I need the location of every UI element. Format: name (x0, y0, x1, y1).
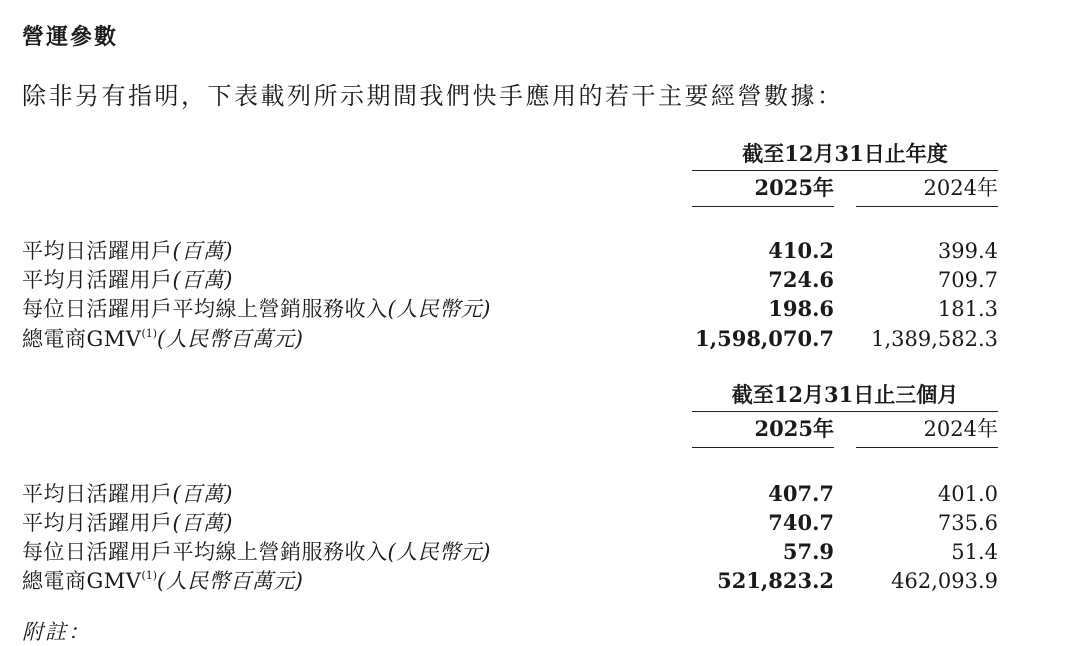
value-prior: 709.7 (937, 268, 998, 292)
value-prior: 399.4 (937, 239, 998, 263)
footnote-marker: (1) (141, 569, 158, 582)
section-heading: 營運參數 (22, 24, 119, 50)
year-header-prior: 2024年 (923, 417, 998, 441)
year-rule-current (692, 206, 834, 207)
row-label (22, 480, 233, 508)
metric-name: 平均月活躍用戶 (22, 511, 173, 535)
value-current: 724.6 (768, 267, 834, 292)
table-row (0, 295, 1080, 324)
metric-name: 每位日活躍用戶平均線上營銷服務收入 (22, 297, 388, 321)
value-current: 521,823.2 (717, 568, 834, 593)
table-row (0, 538, 1080, 567)
footnote-marker: (1) (141, 327, 158, 340)
value-prior: 462,093.9 (891, 569, 998, 593)
row-label (22, 295, 491, 323)
row-label (22, 509, 233, 537)
period-header: 截至12月31日止三個月 (731, 382, 959, 407)
year-header-prior: 2024年 (923, 176, 998, 200)
value-current: 57.9 (782, 539, 834, 564)
year-rule-prior (856, 206, 998, 207)
metric-name: 每位日活躍用戶平均線上營銷服務收入 (22, 540, 388, 564)
row-label (22, 237, 233, 265)
value-prior: 1,389,582.3 (871, 327, 998, 351)
metric-unit: (百萬) (172, 511, 233, 535)
year-rule-prior (856, 447, 998, 448)
metric-unit: (百萬) (172, 482, 233, 506)
period-header: 截至12月31日止年度 (742, 141, 948, 166)
table-row (0, 567, 1080, 596)
value-current: 410.2 (768, 238, 834, 263)
metric-unit: (百萬) (172, 239, 233, 263)
metric-name: 總電商GMV (22, 569, 142, 593)
period-header-rule (692, 411, 998, 412)
year-header-current: 2025年 (754, 416, 834, 441)
value-prior: 51.4 (951, 540, 998, 564)
metric-unit: (人民幣元) (387, 297, 491, 321)
row-label (22, 538, 491, 566)
row-label (22, 266, 233, 294)
notes-heading: 附註： (22, 620, 91, 644)
metric-name: 平均日活躍用戶 (22, 482, 173, 506)
metric-unit: (人民幣百萬元) (157, 327, 304, 351)
row-label (22, 325, 303, 353)
value-prior: 735.6 (937, 511, 998, 535)
value-prior: 181.3 (937, 297, 998, 321)
metric-unit: (人民幣百萬元) (157, 569, 304, 593)
value-current: 407.7 (768, 481, 834, 506)
metric-unit: (百萬) (172, 268, 233, 292)
table-row (0, 266, 1080, 295)
value-current: 198.6 (768, 296, 834, 321)
metric-name: 總電商GMV (22, 327, 142, 351)
metric-name: 平均日活躍用戶 (22, 239, 173, 263)
table-row (0, 325, 1080, 354)
row-label (22, 567, 303, 595)
table-row (0, 237, 1080, 266)
value-prior: 401.0 (937, 482, 998, 506)
intro-paragraph: 除非另有指明，下表載列所示期間我們快手應用的若干主要經營數據： (22, 82, 844, 110)
table-row (0, 480, 1080, 509)
metric-name: 平均月活躍用戶 (22, 268, 173, 292)
value-current: 740.7 (768, 510, 834, 535)
year-header-current: 2025年 (754, 175, 834, 200)
value-current: 1,598,070.7 (695, 326, 834, 351)
metric-unit: (人民幣元) (387, 540, 491, 564)
year-rule-current (692, 447, 834, 448)
table-row (0, 509, 1080, 538)
period-header-rule (692, 170, 998, 171)
